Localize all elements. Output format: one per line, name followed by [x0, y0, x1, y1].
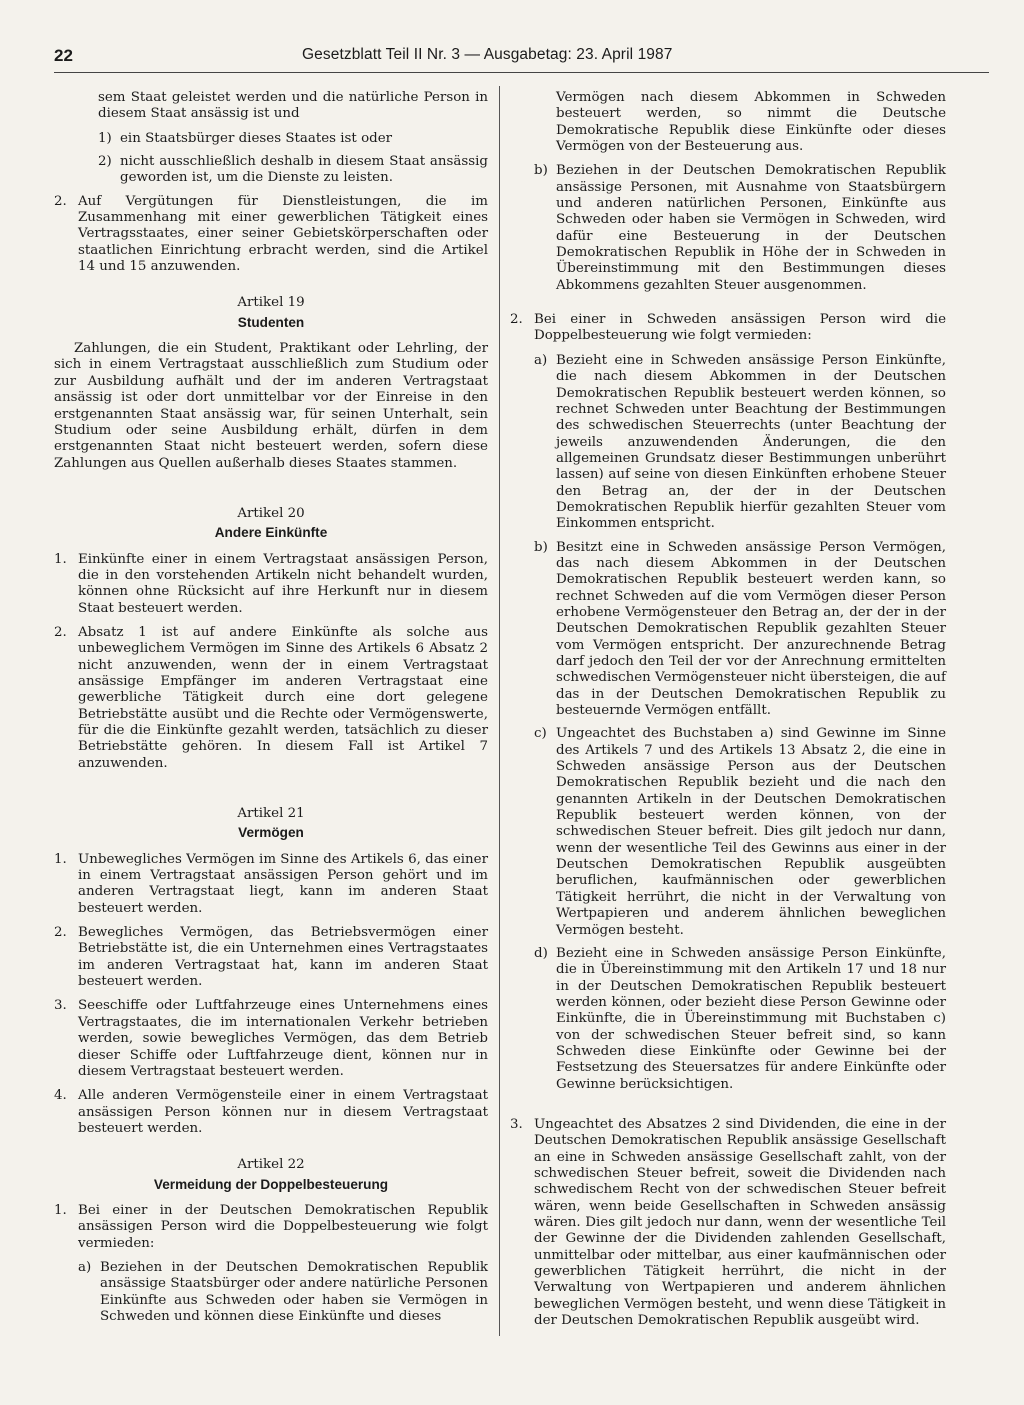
numbered-paragraph	[54, 925, 488, 990]
sub-item	[534, 946, 946, 1093]
sub-item	[534, 726, 946, 938]
paragraph-text: Seeschiffe oder Luftfahrzeuge eines Unternehmens eines Vertragstaates, die im internationalen Verkehr betrieben werden, sowie bewegliches Vermögen, das dem Betrieb dieser Schiffe oder Luftfahrzeuge dient, können nur in diesem Vertragstaat besteuert werden.	[78, 998, 488, 1079]
running-head: Gesetzblatt Teil II Nr. 3 — Ausgabetag: 23. April 1987	[302, 46, 673, 63]
paragraph-text: Alle anderen Vermögensteile einer in einem Vertragstaat ansässigen Person können nur in diesem Vertragstaat besteuert werden.	[78, 1088, 488, 1136]
article-text: Zahlungen, die ein Student, Praktikant oder Lehrling, der sich in einem Vertragstaat ausschließlich zum Studium oder zur Ausbildung aufhält und der im anderen Vertragstaat ansässig ist oder dort unmittelbar vor der Einreise in den erstgenannten Staat ansässig war, für seinen Unterhalt, sein Studium oder seine Ausbildung erhält, dürfen in dem erstgenannten Staat nicht besteuert werden, sofern diese Zahlungen aus Quellen außerhalb dieses Staates stammen.	[54, 341, 488, 471]
numbered-paragraph	[54, 852, 488, 917]
list-marker: 1)	[98, 130, 112, 146]
paragraph-text: Auf Vergütungen für Dienstleistungen, die im Zusammenhang mit einer gewerblichen Tätigkeit eines Vertragsstaates, einer seiner Gebietskörperschaften oder staatlichen Einrichtung erbracht werden, sind die Artikel 14 und 15 anzuwenden.	[78, 193, 488, 275]
paragraph-number: 1.	[54, 551, 67, 567]
sub-item-marker: c)	[534, 726, 547, 742]
article-number: Artikel 21	[237, 806, 305, 822]
sub-item-marker: b)	[534, 163, 548, 179]
sub-item-text: Beziehen in der Deutschen Demokratischen Republik ansässige Staatsbürger oder andere natürliche Personen Einkünfte aus Schweden oder haben sie Vermögen in Schweden und können diese Einkünfte und dieses	[100, 1259, 488, 1324]
numbered-paragraph	[510, 312, 946, 345]
sub-item-marker: b)	[534, 539, 548, 555]
sub-item-marker: d)	[534, 945, 548, 961]
paragraph-number: 3.	[510, 1116, 523, 1132]
numbered-paragraph	[54, 1203, 488, 1252]
paragraph-text: Bei einer in Schweden ansässigen Person wird die Doppelbesteuerung wie folgt vermieden:	[534, 312, 946, 344]
sub-item	[534, 353, 946, 533]
sub-item	[534, 163, 946, 294]
numbered-paragraph	[54, 625, 488, 772]
article-title: Andere Einkünfte	[214, 525, 328, 541]
paragraph-number: 2.	[54, 624, 67, 640]
sub-item	[78, 1260, 488, 1325]
sub-item-marker: a)	[78, 1259, 92, 1275]
continued-text: Vermögen nach diesem Abkommen in Schweden besteuert werden, so nimmt die Deutsche Demokratische Republik diese Einkünfte oder dieses Vermögen von der Besteuerung aus.	[556, 90, 946, 155]
sub-item-text: Beziehen in der Deutschen Demokratischen Republik ansässige Personen, mit Ausnahme von Staatsbürgern und anderen natürlichen Personen, Einkünfte aus Schweden oder haben sie Vermögen in Schweden, wird dafür eine Besteuerung in der Deutschen Demokratischen Republik in Höhe der in Schweden in Übereinstimmung mit den Bestimmungen dieses Abkommens gezahlten Steuer ausgenommen.	[556, 163, 946, 293]
paragraph-number: 3.	[54, 998, 67, 1014]
page-header	[54, 46, 704, 74]
article-title: Studenten	[237, 314, 305, 330]
paragraph-text: Ungeachtet des Absatzes 2 sind Dividenden, die eine in der Deutschen Demokratischen Republik ansässige Gesellschaft an eine in Schweden ansässige Gesellschaft zahlt, von der schwedischen Steuer befreit, soweit die Dividenden nach schwedischem Recht von der schwedischen Steuer befreit wären, wenn beide Gesellschaften in Schweden ansässig wären. Dies gilt jedoch nur dann, wenn der wesentliche Teil der Gewinne der die Dividenden zahlenden Gesellschaft, unmittelbar oder mittelbar, aus einer kaufmännischen oder gewerblichen Tätigkeit herrührt, die nicht in der Verwaltung von Wertpapieren und anderem ähnlichen beweglichen Vermögen besteht, und wenn diese Tätigkeit in der Deutschen Demokratischen Republik ausgeübt wird.	[534, 1116, 946, 1329]
list-text: ein Staatsbürger dieses Staates ist oder	[120, 130, 393, 146]
sub-item	[534, 540, 946, 720]
numbered-paragraph	[54, 1088, 488, 1137]
continued-text: sem Staat geleistet werden und die natürliche Person in diesem Staat ansässig ist und	[98, 90, 488, 122]
page-number: 22	[54, 46, 73, 65]
paragraph-number: 2.	[510, 312, 523, 328]
list-text: nicht ausschließlich deshalb in diesem Staat ansässig geworden ist, um die Dienste zu leisten.	[120, 154, 488, 186]
numbered-paragraph	[54, 194, 488, 276]
article-number: Artikel 19	[237, 295, 305, 311]
article-number: Artikel 20	[237, 505, 305, 521]
paragraph-text: Einkünfte einer in einem Vertragstaat ansässigen Person, die in den vorstehenden Artikeln nicht behandelt wurden, können ohne Rücksicht auf ihre Herkunft nur in diesem Staat besteuert werden.	[78, 551, 488, 616]
column-divider	[499, 86, 500, 1336]
list-item	[98, 131, 488, 147]
header-rule	[54, 72, 989, 73]
sub-item-marker: a)	[534, 352, 548, 368]
article-title: Vermögen	[238, 825, 304, 841]
sub-item-text: Besitzt eine in Schweden ansässige Person Vermögen, das nach diesem Abkommen in der Deutschen Demokratischen Republik besteuert werden kann, so rechnet Schweden auf die vom Vermögen dieser Person erhobene Vermögensteuer den Betrag an, der der in der Deutschen Demokratischen Republik gezahlten Steuer vom Vermögen entspricht. Der anzurechnende Betrag darf jedoch den Teil der vor der Anrechnung ermittelten schwedischen Vermögensteuer nicht übersteigen, die auf das in der Deutschen Demokratischen Republik zu besteuernde Vermögen entfällt.	[556, 539, 946, 719]
article-number: Artikel 22	[237, 1157, 305, 1173]
paragraph-text: Unbewegliches Vermögen im Sinne des Artikels 6, das einer in einem Vertragstaat ansässigen Person gehört und im anderen Vertragstaat liegt, kann im anderen Staat besteuert werden.	[78, 851, 488, 916]
numbered-paragraph	[510, 1117, 946, 1329]
paragraph-number: 1.	[54, 851, 67, 867]
paragraph-number: 2.	[54, 193, 67, 209]
paragraph-text: Bei einer in der Deutschen Demokratischen Republik ansässigen Person wird die Doppelbesteuerung wie folgt vermieden:	[78, 1202, 488, 1251]
left-column	[54, 90, 488, 1332]
list-marker: 2)	[98, 154, 112, 170]
paragraph-number: 4.	[54, 1088, 67, 1104]
article-title: Vermeidung der Doppelbesteuerung	[153, 1176, 389, 1192]
sub-item-text: Bezieht eine in Schweden ansässige Person Einkünfte, die in Übereinstimmung mit den Artikeln 17 und 18 nur in der Deutschen Demokratischen Republik besteuert werden können, oder bezieht diese Person Gewinne oder Einkünfte, die in Übereinstimmung mit Buchstaben c) von der schwedischen Steuer befreit sind, so kann Schweden diese Einkünfte oder Gewinne bei der Festsetzung des Steuersatzes für andere Einkünfte oder Gewinne berücksichtigen.	[556, 945, 946, 1092]
paragraph-number: 1.	[54, 1202, 67, 1218]
paragraph-text: Bewegliches Vermögen, das Betriebsvermögen einer Betriebstätte ist, die ein Unternehmen eines Vertragstaates im anderen Vertragstaat hat, kann im anderen Staat besteuert werden.	[78, 925, 488, 990]
sub-item-text: Ungeachtet des Buchstaben a) sind Gewinne im Sinne des Artikels 7 und des Artikels 13 Absatz 2, die eine in Schweden ansässige Person aus der Deutschen Demokratischen Republik bezieht und die nach den genannten Artikeln in der Deutschen Demokratischen Republik besteuert werden können, von der schwedischen Steuer befreit. Dies gilt jedoch nur dann, wenn der wesentliche Teil des Gewinns aus einer in der Deutschen Demokratischen Republik ausgeübten beruflichen, kaufmännischen oder gewerblichen Tätigkeit herrührt, die nicht in der Verwaltung von Wertpapieren und anderem ähnlichen beweglichen Vermögen besteht.	[556, 726, 946, 938]
list-item	[98, 154, 488, 187]
paragraph-number: 2.	[54, 925, 67, 941]
right-column	[510, 90, 946, 1337]
paragraph-text: Absatz 1 ist auf andere Einkünfte als solche aus unbeweglichem Vermögen im Sinne des Artikels 6 Absatz 2 nicht anzuwenden, wenn der in einem Vertragstaat ansässige Empfänger im anderen Vertragstaat eine gewerbliche Tätigkeit durch eine dort gelegene Betriebstätte ausübt und die Rechte oder Vermögenswerte, für die die Einkünfte gezahlt werden, tatsächlich zu dieser Betriebstätte gehören. In diesem Fall ist Artikel 7 anzuwenden.	[78, 624, 488, 771]
numbered-paragraph	[54, 552, 488, 617]
sub-item-text: Bezieht eine in Schweden ansässige Person Einkünfte, die nach diesem Abkommen in der Deutschen Demokratischen Republik besteuert werden können, so rechnet Schweden unter Beachtung der Bestimmungen des schwedischen Steuerrechts (unter Beachtung der jeweils anzuwendenden Änderungen, die den allgemeinen Grundsatz dieser Bestimmungen unberührt lassen) auf seine von diesen Einkünften erhobene Steuer den Betrag an, der der in der Deutschen Demokratischen Republik hierfür gezahlten Steuer vom Einkommen entspricht.	[556, 352, 946, 532]
numbered-paragraph	[54, 998, 488, 1080]
